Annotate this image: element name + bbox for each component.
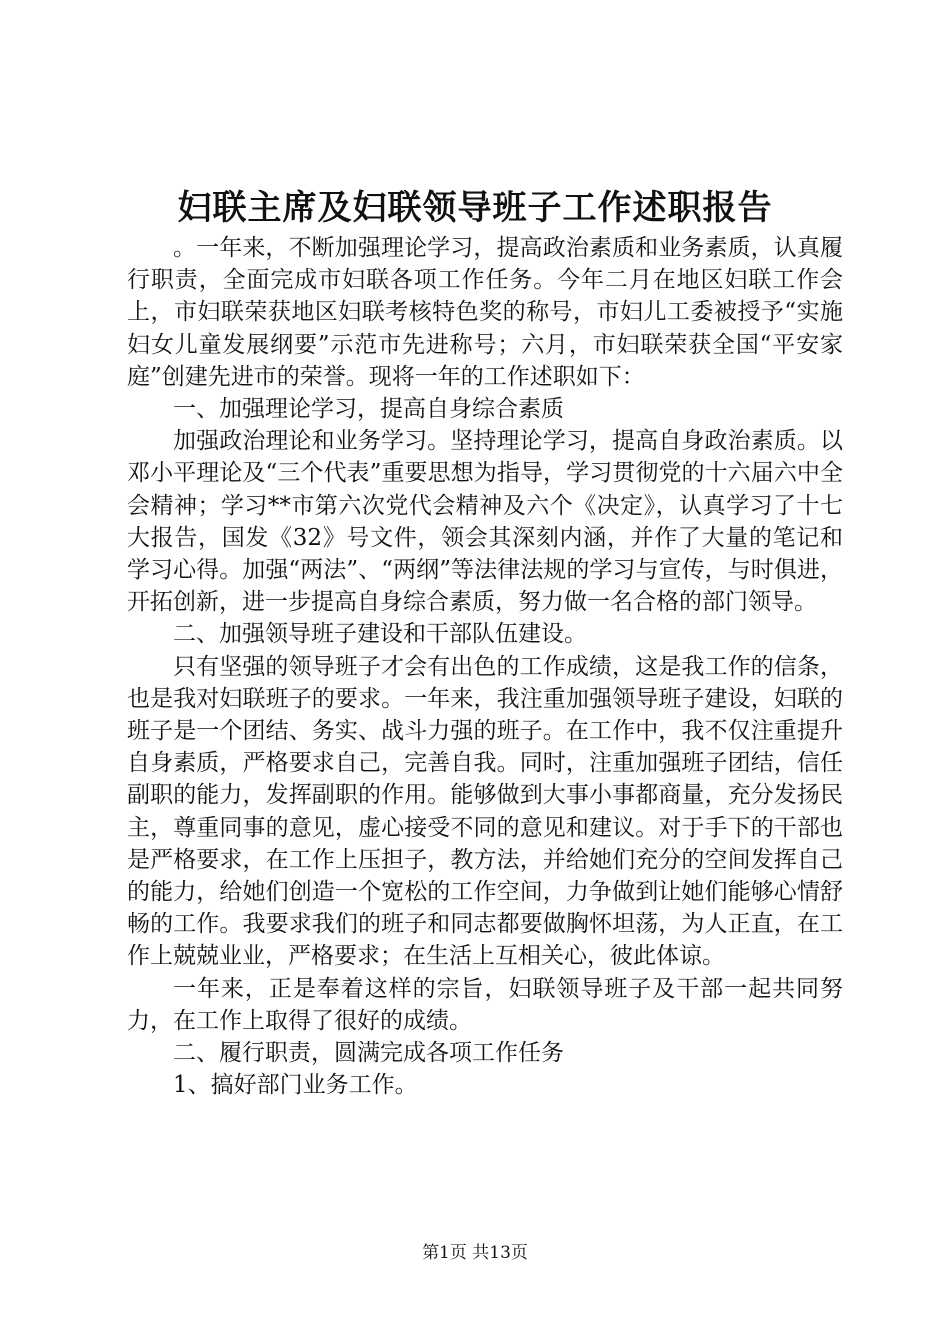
- paragraph-team-building: 只有坚强的领导班子才会有出色的工作成绩，这是我工作的信条，也是我对妇联班子的要求。一年来，我注重加强领导班子建设，妇联的班子是一个团结、务实、战斗力强的班子。在工作中，我不仅注重提升自身素质，严格要求自己，完善自我。同时，注重加强班子团结，信任副职的能力，发挥副职的作用。能够做到大事小事都商量，充分发扬民主，尊重同事的意见，虚心接受不同的意见和建议。对于手下的干部也是严格要求，在工作上压担子，教方法，并给她们充分的空间发挥自己的能力，给她们创造一个宽松的工作空间，力争做到让她们能够心情舒畅的工作。我要求我们的班子和同志都要做胸怀坦荡，为人正直，在工作上兢兢业业，严格要求；在生活上互相关心，彼此体谅。: [127, 653, 843, 970]
- paragraph-achievement: 一年来，正是奉着这样的宗旨，妇联领导班子及干部一起共同努力，在工作上取得了很好的成绩。: [127, 975, 843, 1034]
- paragraph-intro: 。一年来，不断加强理论学习，提高政治素质和业务素质，认真履行职责，全面完成市妇联各项工作任务。今年二月在地区妇联工作会上，市妇联荣获地区妇联考核特色奖的称号，市妇儿工委被授予“实施妇女儿童发展纲要”示范市先进称号；六月，市妇联荣获全国“平安家庭”创建先进市的荣誉。现将一年的工作述职如下：: [127, 235, 843, 390]
- document-title: 妇联主席及妇联领导班子工作述职报告: [177, 188, 773, 228]
- document-body: [127, 232, 843, 1101]
- page-number-footer: 第1页 共13页: [422, 1243, 528, 1263]
- paragraph-theory-study: 加强政治理论和业务学习。坚持理论学习，提高自身政治素质。以邓小平理论及“三个代表”重要思想为指导，学习贯彻党的十六届六中全会精神；学习**市第六次党代会精神及六个《决定》，认真学习了十七大报告，国发《32》号文件，领会其深刻内涵，并作了大量的笔记和学习心得。加强“两法”、“两纲”等法律法规的学习与宣传，与时俱进，开拓创新，进一步提高自身综合素质，努力做一名合格的部门领导。: [127, 428, 843, 616]
- section-heading-3: 二、履行职责，圆满完成各项工作任务: [173, 1040, 564, 1067]
- subsection-heading-1: 1、搞好部门业务工作。: [173, 1072, 418, 1099]
- section-heading-1: 一、加强理论学习，提高自身综合素质: [173, 396, 564, 423]
- section-heading-2: 二、加强领导班子建设和干部队伍建设。: [173, 621, 587, 648]
